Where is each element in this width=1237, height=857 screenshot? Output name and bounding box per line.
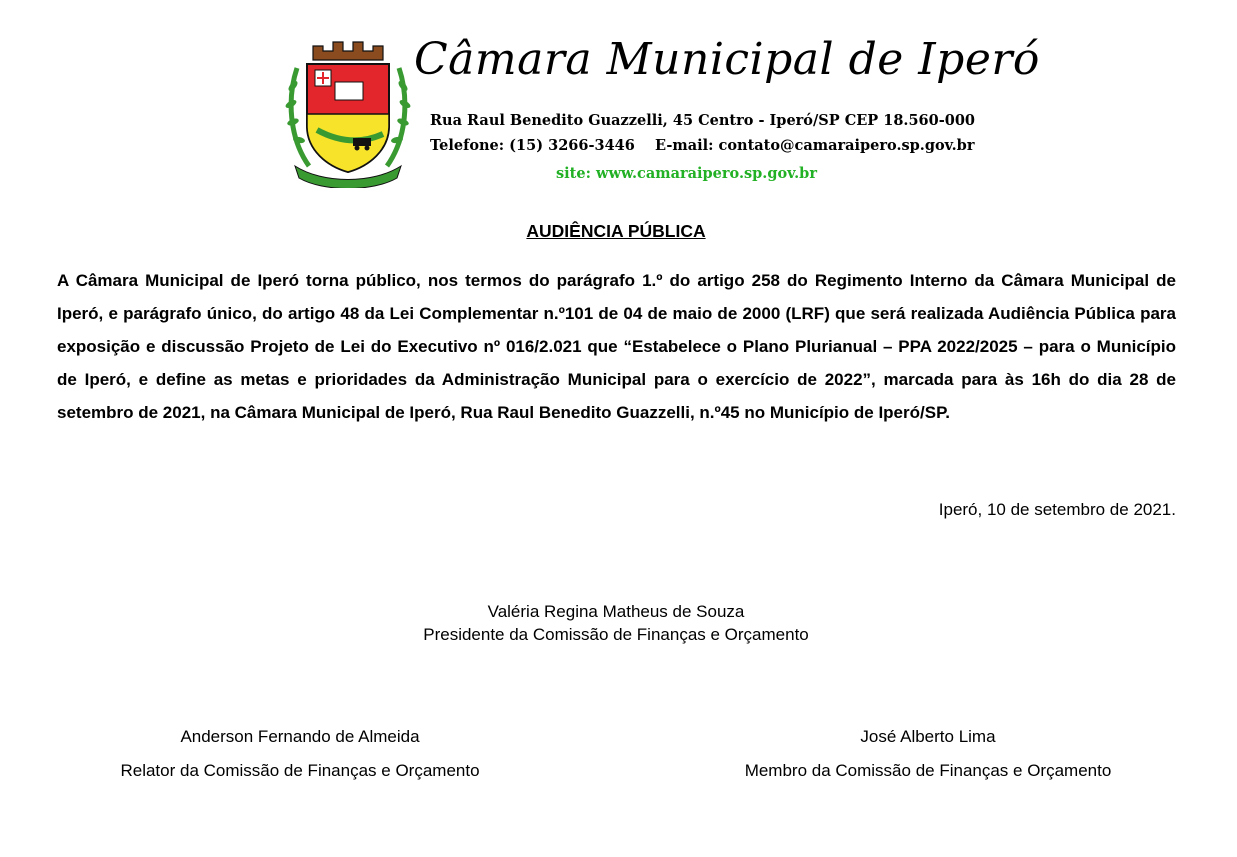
signature-role: Relator da Comissão de Finanças e Orçamento	[120, 761, 480, 780]
document-body: A Câmara Municipal de Iperó torna público, nos termos do parágrafo 1.º do artigo 258 do Regimento Interno da Câmara Municipal de Iperó, e parágrafo único, do artigo 48 da Lei Complementar n.º101 de 04 de maio de 2000 (LRF) que será realizada Audiência Pública para exposição e discussão Projeto de Lei do Executivo nº 016/2.021 que “Estabelece o Plano Plurianual – PPA 2022/2025 – para o Município de Iperó, e define as metas e prioridades da Administração Municipal para o exercício de 2022”, marcada para às 16h do dia 28 de setembro de 2021, na Câmara Municipal de Iperó, Rua Raul Benedito Guazzelli, n.º45 no Município de Iperó/SP.	[57, 271, 1176, 422]
org-name: Câmara Municipal de Iperó	[414, 34, 1040, 85]
signature-president	[0, 600, 1232, 646]
website-line: site: www.camaraipero.sp.gov.br	[556, 165, 817, 182]
signature-name: Valéria Regina Matheus de Souza	[487, 602, 745, 621]
document-date: Iperó, 10 de setembro de 2021.	[938, 500, 1176, 519]
address-line: Rua Raul Benedito Guazzelli, 45 Centro - Iperó/SP CEP 18.560-000	[430, 112, 976, 129]
contact-line: Telefone: (15) 3266-3446 E-mail: contato@camaraipero.sp.gov.br	[430, 137, 975, 154]
signature-name: Anderson Fernando de Almeida	[180, 727, 420, 746]
signature-rapporteur	[70, 720, 530, 788]
municipal-coat-of-arms-icon	[283, 38, 413, 188]
signature-role: Membro da Comissão de Finanças e Orçamento	[744, 761, 1112, 780]
document-title: AUDIÊNCIA PÚBLICA	[526, 221, 706, 241]
signature-role: Presidente da Comissão de Finanças e Orçamento	[423, 625, 809, 644]
signature-member	[698, 720, 1158, 788]
signature-name: José Alberto Lima	[860, 727, 996, 746]
